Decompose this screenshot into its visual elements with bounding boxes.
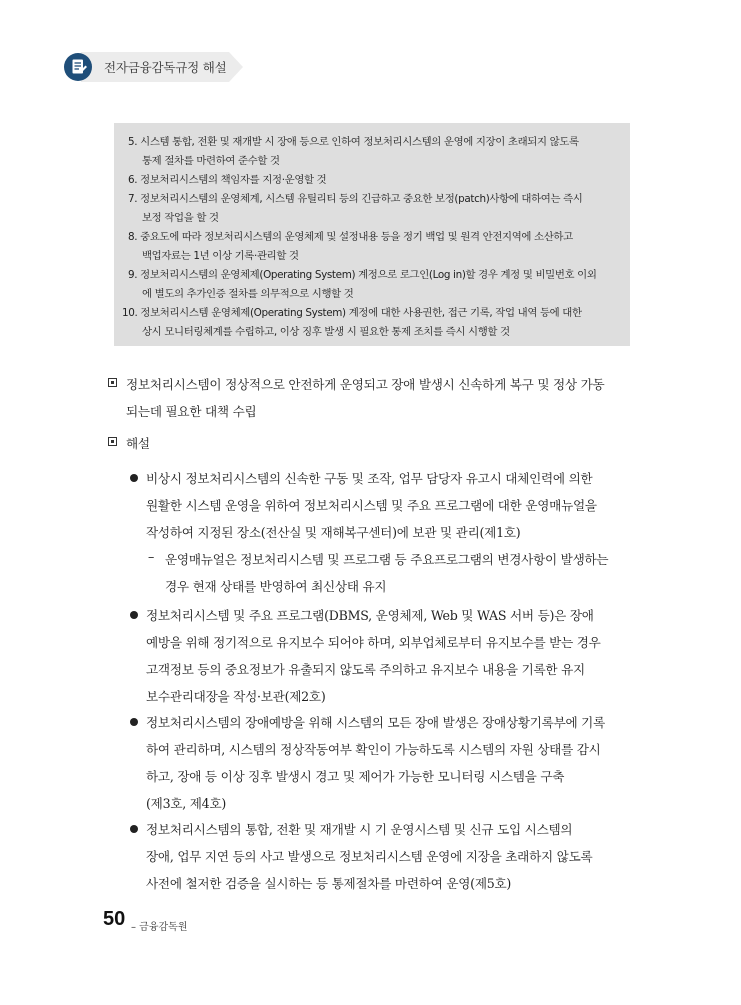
document-icon xyxy=(63,52,93,82)
bullet-3-line-1: 정보처리시스템의 장애예방을 위해 시스템의 모든 장애 발생은 장애상황기록부에 기록 xyxy=(146,715,605,730)
section-mark-icon xyxy=(108,378,117,387)
bullet-4-line-3: 사전에 철저한 검증을 실시하는 등 통제절차를 마련하여 운영(제5호) xyxy=(146,876,512,891)
regulation-box xyxy=(114,123,630,346)
bullet-3-line-3: 하고, 장애 등 이상 징후 발생시 경고 및 제어가 가능한 모니터링 시스템을 구축 xyxy=(146,769,565,784)
box-item-9: 9. 정보처리시스템의 운영체제(Operating System) 계정으로 로그인(Log in)할 경우 계정 및 비밀번호 이외 xyxy=(128,269,597,281)
bullet-icon xyxy=(130,825,138,833)
sub-item-dash: – xyxy=(148,549,155,564)
bullet-4-line-1: 정보처리시스템의 통합, 전환 및 재개발 시 기 운영시스템 및 신규 도입 시스템의 xyxy=(146,822,573,837)
box-item-7: 7. 정보처리시스템의 운영체계, 시스템 유틸리티 등의 긴급하고 중요한 보정(patch)사항에 대하여는 즉시 xyxy=(128,193,583,205)
box-item-8: 8. 중요도에 따라 정보처리시스템의 운영체제 및 설정내용 등을 정기 백업 및 원격 안전지역에 소산하고 xyxy=(128,231,573,243)
box-item-5: 5. 시스템 통합, 전환 및 재개발 시 장애 등으로 인하여 정보처리시스템의 운영에 지장이 초래되지 않도록 xyxy=(128,136,579,148)
box-item-6: 6. 정보처리시스템의 책임자를 지정·운영할 것 xyxy=(128,174,327,186)
bullet-3-line-4: (제3호, 제4호) xyxy=(146,796,227,811)
bullet-1-line-1: 비상시 정보처리시스템의 신속한 구동 및 조작, 업무 담당자 유고시 대체인력에 의한 xyxy=(146,471,593,486)
box-item-8-cont: 백업자료는 1년 이상 기록·관리할 것 xyxy=(142,250,299,262)
page-header xyxy=(63,52,243,82)
bullet-3-line-2: 하여 관리하며, 시스템의 정상작동여부 확인이 가능하도록 시스템의 자원 상태를 감시 xyxy=(146,742,601,757)
bullet-2-line-1: 정보처리시스템 및 주요 프로그램(DBMS, 운영체제, Web 및 WAS 서버 등)은 장애 xyxy=(146,608,594,623)
bullet-2-line-3: 고객정보 등의 중요정보가 유출되지 않도록 주의하고 유지보수 내용을 기록한 유지 xyxy=(146,662,585,677)
section-mark-icon xyxy=(108,437,117,446)
purpose-line-2: 되는데 필요한 대책 수립 xyxy=(126,404,257,419)
box-item-7-cont: 보정 작업을 할 것 xyxy=(142,212,219,224)
purpose-line-1: 정보처리시스템이 정상적으로 안전하게 운영되고 장애 발생시 신속하게 복구 및 정상 가동 xyxy=(126,377,605,392)
box-item-10: 10. 정보처리시스템 운영체제(Operating System) 계정에 대한 사용권한, 접근 기록, 작업 내역 등에 대한 xyxy=(122,307,582,319)
bullet-icon xyxy=(130,718,138,726)
box-item-5-cont: 통제 절차를 마련하여 준수할 것 xyxy=(142,155,280,167)
commentary-title: 해설 xyxy=(126,436,150,451)
bullet-icon xyxy=(130,611,138,619)
box-item-10-cont: 상시 모니터링체계를 수립하고, 이상 징후 발생 시 필요한 통제 조치를 즉시 시행할 것 xyxy=(142,326,510,338)
sub-item-line-2: 경우 현재 상태를 반영하여 최신상태 유지 xyxy=(165,579,387,594)
bullet-2-line-4: 보수관리대장을 작성·보관(제2호) xyxy=(146,689,326,704)
bullet-icon xyxy=(130,474,138,482)
footer-source: – 금융감독원 xyxy=(131,922,188,933)
header-title: 전자금융감독규정 해설 xyxy=(104,60,227,75)
bullet-1-line-2: 원활한 시스템 운영을 위하여 정보처리시스템 및 주요 프로그램에 대한 운영매뉴얼을 xyxy=(146,498,597,513)
box-item-9-cont: 에 별도의 추가인증 절차를 의무적으로 시행할 것 xyxy=(142,288,354,300)
sub-item-line-1: 운영매뉴얼은 정보처리시스템 및 프로그램 등 주요프로그램의 변경사항이 발생하는 xyxy=(165,552,609,567)
bullet-1-line-3: 작성하여 지정된 장소(전산실 및 재해복구센터)에 보관 및 관리(제1호) xyxy=(146,525,521,540)
page-number: 50 xyxy=(103,908,126,930)
bullet-2-line-2: 예방을 위해 정기적으로 유지보수 되어야 하며, 외부업체로부터 유지보수를 받는 경우 xyxy=(146,635,601,650)
bullet-4-line-2: 장애, 업무 지연 등의 사고 발생으로 정보처리시스템 운영에 지장을 초래하지 않도록 xyxy=(146,849,593,864)
